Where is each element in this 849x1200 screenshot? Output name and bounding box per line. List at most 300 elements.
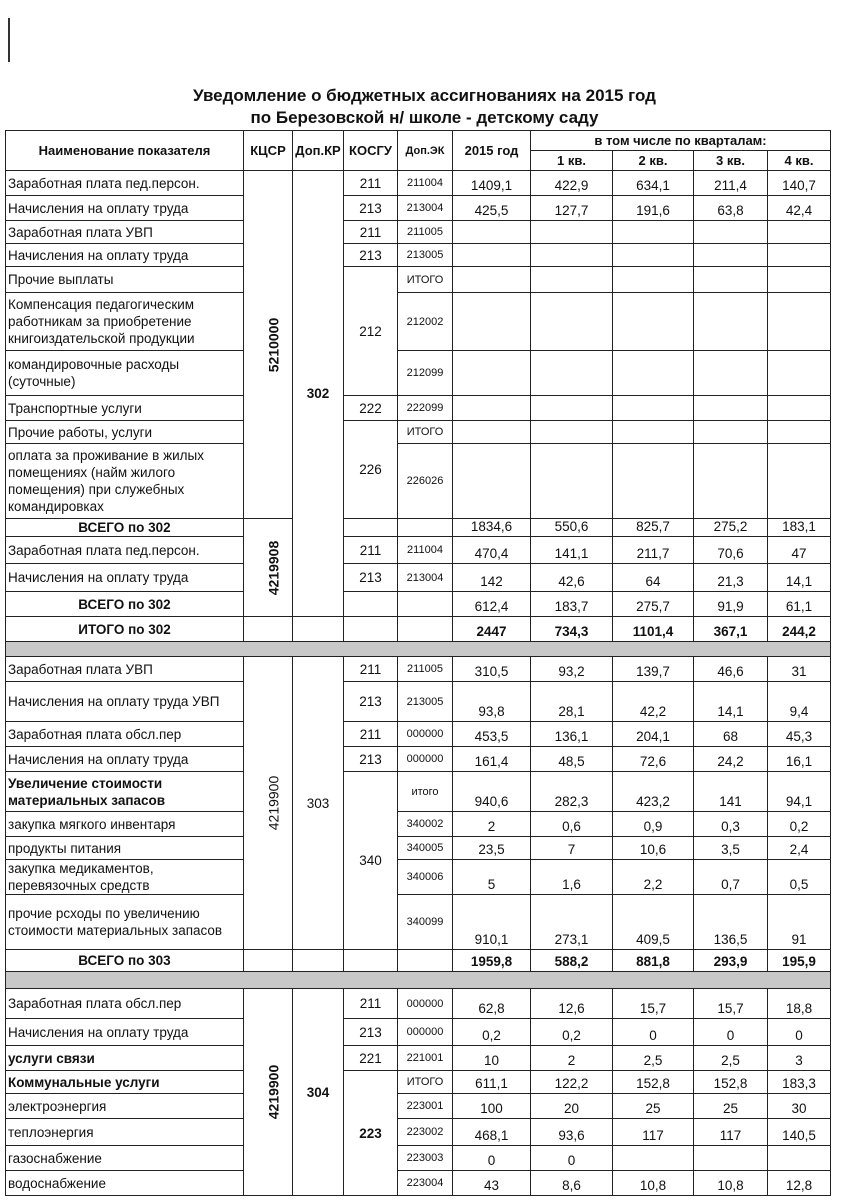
value-q3: 275,2 (694, 519, 768, 537)
table-row (6, 351, 831, 396)
value-q2: 42,2 (613, 682, 694, 722)
indicator-name: прочие рсходы по увеличению стоимости материальных запасов (6, 895, 244, 950)
section-separator (6, 972, 831, 989)
value-q2: 204,1 (613, 722, 694, 747)
value-q2 (613, 421, 694, 444)
separator-band (6, 642, 831, 657)
table-row (6, 564, 831, 592)
indicator-name: Начисления на оплату труда (6, 1019, 244, 1046)
value-year (453, 244, 531, 267)
value-q4: 244,2 (768, 617, 831, 642)
dopek-code: итого (398, 772, 453, 812)
dopek-code: ИТОГО (398, 267, 453, 293)
value-q3: 136,5 (694, 895, 768, 950)
value-year (453, 351, 531, 396)
value-year: 0 (453, 1146, 531, 1171)
table-row (6, 1094, 831, 1119)
value-q1: 0,6 (531, 812, 613, 837)
kosgu-code: 211 (344, 537, 398, 564)
value-q2: 25 (613, 1094, 694, 1119)
value-q1: 550,6 (531, 519, 613, 537)
table-row (6, 444, 831, 519)
value-year: 468,1 (453, 1119, 531, 1146)
header-dopkr: Доп.КР (293, 131, 344, 171)
value-q4 (768, 267, 831, 293)
indicator-name: Прочие выплаты (6, 267, 244, 293)
value-q3 (694, 244, 768, 267)
value-year: 910,1 (453, 895, 531, 950)
value-q3: 367,1 (694, 617, 768, 642)
dopek-code: 212002 (398, 293, 453, 351)
table-row (6, 989, 831, 1019)
value-q1: 7 (531, 837, 613, 860)
value-q4 (768, 444, 831, 519)
table-row (6, 772, 831, 812)
value-year (453, 267, 531, 293)
dopek-code: 226026 (398, 444, 453, 519)
table-row (6, 1171, 831, 1196)
dopek-code: 000000 (398, 1019, 453, 1046)
indicator-name: Заработная плата обсл.пер (6, 722, 244, 747)
indicator-name: ВСЕГО по 302 (6, 592, 244, 617)
kosgu-code: 213 (344, 682, 398, 722)
dopek-code (398, 617, 453, 642)
value-year: 62,8 (453, 989, 531, 1019)
value-q3 (694, 421, 768, 444)
value-q3: 2,5 (694, 1046, 768, 1071)
value-q2 (613, 293, 694, 351)
kosgu-code: 213 (344, 747, 398, 772)
section-separator (6, 642, 831, 657)
value-q4: 91 (768, 895, 831, 950)
kosgu-code: 213 (344, 196, 398, 221)
value-q4: 183,1 (768, 519, 831, 537)
table-row (6, 196, 831, 221)
kosgu-code: 213 (344, 1019, 398, 1046)
value-q1 (531, 444, 613, 519)
value-q1: 122,2 (531, 1071, 613, 1094)
dopek-code: 211005 (398, 221, 453, 244)
kcsr-code (244, 657, 293, 950)
value-q4: 12,8 (768, 1171, 831, 1196)
indicator-name: Заработная плата УВП (6, 657, 244, 682)
kosgu-code: 211 (344, 171, 398, 196)
value-q2: 2,5 (613, 1046, 694, 1071)
kcsr-code-text: 4219908 (265, 540, 282, 595)
kosgu-code: 226 (344, 421, 398, 519)
indicator-name: Начисления на оплату труда (6, 747, 244, 772)
indicator-name: Начисления на оплату труда УВП (6, 682, 244, 722)
total-row (6, 950, 831, 972)
dopek-code: 340099 (398, 895, 453, 950)
value-year: 470,4 (453, 537, 531, 564)
value-q2 (613, 221, 694, 244)
indicator-name: закупка мягкого инвентаря (6, 812, 244, 837)
value-q2: 139,7 (613, 657, 694, 682)
indicator-name: Транспортные услуги (6, 396, 244, 421)
header-kosgu: КОСГУ (344, 131, 398, 171)
value-q4: 0,5 (768, 860, 831, 895)
kosgu-code (344, 617, 398, 642)
indicator-name: командировочные расходы (суточные) (6, 351, 244, 396)
value-q3: 70,6 (694, 537, 768, 564)
value-year: 23,5 (453, 837, 531, 860)
value-q1: 12,6 (531, 989, 613, 1019)
value-year (453, 293, 531, 351)
value-year: 100 (453, 1094, 531, 1119)
dopek-code: 223002 (398, 1119, 453, 1146)
value-q1: 588,2 (531, 950, 613, 972)
indicator-name: Компенсация педагогическим работникам за приобретение книгоиздательской продукции (6, 293, 244, 351)
value-q3: 152,8 (694, 1071, 768, 1094)
value-q1 (531, 293, 613, 351)
value-q2: 0 (613, 1019, 694, 1046)
value-year: 93,8 (453, 682, 531, 722)
kosgu-code: 213 (344, 244, 398, 267)
value-year: 5 (453, 860, 531, 895)
value-year: 142 (453, 564, 531, 592)
value-q2: 191,6 (613, 196, 694, 221)
value-q1 (531, 244, 613, 267)
dopkr-code (293, 617, 344, 642)
kcsr-code (244, 989, 293, 1196)
table-row (6, 1046, 831, 1071)
value-q4 (768, 293, 831, 351)
value-q1: 2 (531, 1046, 613, 1071)
value-q1 (531, 351, 613, 396)
kosgu-code: 222 (344, 396, 398, 421)
kcsr-code-text: 4219900 (265, 775, 282, 831)
value-q4: 14,1 (768, 564, 831, 592)
kcsr-code (244, 950, 293, 972)
table-row (6, 293, 831, 351)
dopek-code: ИТОГО (398, 1071, 453, 1094)
value-q3: 14,1 (694, 682, 768, 722)
value-q4: 61,1 (768, 592, 831, 617)
kcsr-code-text: 5210000 (265, 317, 282, 372)
value-q2: 15,7 (613, 989, 694, 1019)
value-q4: 140,7 (768, 171, 831, 196)
table-row (6, 221, 831, 244)
value-q1: 93,6 (531, 1119, 613, 1146)
value-q1: 734,3 (531, 617, 613, 642)
value-q4 (768, 421, 831, 444)
table-row (6, 895, 831, 950)
value-year: 611,1 (453, 1071, 531, 1094)
value-q3: 10,8 (694, 1171, 768, 1196)
document-subtitle: по Березовской н/ школе - детскому саду (250, 108, 599, 127)
value-q2: 117 (613, 1119, 694, 1146)
indicator-name: ВСЕГО по 302 (6, 519, 244, 537)
indicator-name: теплоэнергия (6, 1119, 244, 1146)
header-year: 2015 год (453, 131, 531, 171)
value-q3 (694, 351, 768, 396)
value-q4 (768, 221, 831, 244)
indicator-name: газоснабжение (6, 1146, 244, 1171)
table-row (6, 657, 831, 682)
table-body (6, 171, 831, 1196)
value-q3: 0,3 (694, 812, 768, 837)
value-q2: 275,7 (613, 592, 694, 617)
kosgu-code: 211 (344, 989, 398, 1019)
value-q2: 1101,4 (613, 617, 694, 642)
total-row (6, 592, 831, 617)
value-year: 2447 (453, 617, 531, 642)
value-year: 43 (453, 1171, 531, 1196)
indicator-name: Увеличение стоимости материальных запасов (6, 772, 244, 812)
kosgu-code: 211 (344, 657, 398, 682)
indicator-name: Прочие работы, услуги (6, 421, 244, 444)
kosgu-code: 211 (344, 722, 398, 747)
value-q2: 72,6 (613, 747, 694, 772)
value-q4 (768, 396, 831, 421)
value-q1 (531, 267, 613, 293)
value-year: 1409,1 (453, 171, 531, 196)
value-q4: 0 (768, 1019, 831, 1046)
value-q3: 141 (694, 772, 768, 812)
value-q1: 282,3 (531, 772, 613, 812)
value-q1: 28,1 (531, 682, 613, 722)
dopek-code: 340006 (398, 860, 453, 895)
value-q1: 183,7 (531, 592, 613, 617)
kcsr-code (244, 519, 293, 617)
indicator-name: оплата за проживание в жилых помещениях (найм жилого помещения) при служебных командировках (6, 444, 244, 519)
value-q2 (613, 267, 694, 293)
dopek-code: 223003 (398, 1146, 453, 1171)
value-year (453, 421, 531, 444)
value-q4: 42,4 (768, 196, 831, 221)
value-q2: 10,8 (613, 1171, 694, 1196)
indicator-name: Заработная плата обсл.пер (6, 989, 244, 1019)
dopek-code: ИТОГО (398, 421, 453, 444)
value-q2 (613, 444, 694, 519)
value-q4: 18,8 (768, 989, 831, 1019)
value-q4: 183,3 (768, 1071, 831, 1094)
value-q2 (613, 1146, 694, 1171)
value-q4: 195,9 (768, 950, 831, 972)
value-q3: 0 (694, 1019, 768, 1046)
table-row (6, 812, 831, 837)
dopkr-code (293, 950, 344, 972)
table-row (6, 860, 831, 895)
value-q3: 25 (694, 1094, 768, 1119)
value-q3: 211,4 (694, 171, 768, 196)
kosgu-code: 212 (344, 267, 398, 396)
value-year (453, 444, 531, 519)
kosgu-code: 221 (344, 1046, 398, 1071)
table-row (6, 171, 831, 196)
header-q2: 2 кв. (613, 151, 694, 171)
indicator-name: закупка медикаментов, перевязочных средств (6, 860, 244, 895)
value-q3: 46,6 (694, 657, 768, 682)
value-q4: 47 (768, 537, 831, 564)
dopek-code: 211004 (398, 171, 453, 196)
value-year: 425,5 (453, 196, 531, 221)
kosgu-code: 213 (344, 564, 398, 592)
value-q1: 42,6 (531, 564, 613, 592)
total-row (6, 519, 831, 537)
table-row (6, 722, 831, 747)
value-year: 940,6 (453, 772, 531, 812)
value-q3 (694, 221, 768, 244)
value-q4: 16,1 (768, 747, 831, 772)
dopek-code: 000000 (398, 722, 453, 747)
header-name: Наименование показателя (6, 131, 244, 171)
kosgu-code (344, 592, 398, 617)
value-q1: 20 (531, 1094, 613, 1119)
value-year: 453,5 (453, 722, 531, 747)
value-q3: 293,9 (694, 950, 768, 972)
table-row (6, 837, 831, 860)
dopek-code (398, 592, 453, 617)
indicator-name: водоснабжение (6, 1171, 244, 1196)
value-q3: 63,8 (694, 196, 768, 221)
indicator-name: ВСЕГО по 303 (6, 950, 244, 972)
value-year: 310,5 (453, 657, 531, 682)
value-year (453, 396, 531, 421)
value-q4: 3 (768, 1046, 831, 1071)
scan-artifact-line (8, 18, 10, 62)
dopek-code: 223004 (398, 1171, 453, 1196)
value-q2 (613, 396, 694, 421)
value-q2: 409,5 (613, 895, 694, 950)
value-year (453, 221, 531, 244)
value-q2 (613, 351, 694, 396)
table-row (6, 267, 831, 293)
table-row (6, 421, 831, 444)
value-q3: 21,3 (694, 564, 768, 592)
value-q1: 273,1 (531, 895, 613, 950)
indicator-name: Коммунальные услуги (6, 1071, 244, 1094)
header-q1: 1 кв. (531, 151, 613, 171)
value-q4: 94,1 (768, 772, 831, 812)
dopek-code: 211004 (398, 537, 453, 564)
dopkr-code: 302 (293, 171, 344, 617)
value-q1: 1,6 (531, 860, 613, 895)
table-row (6, 244, 831, 267)
value-q4: 31 (768, 657, 831, 682)
kcsr-code-text: 4219900 (265, 1064, 282, 1120)
value-q3: 3,5 (694, 837, 768, 860)
value-q2: 10,6 (613, 837, 694, 860)
dopek-code: 213004 (398, 564, 453, 592)
header-dopek: Доп.ЭК (398, 131, 453, 171)
value-year: 0,2 (453, 1019, 531, 1046)
value-q3 (694, 267, 768, 293)
dopek-code: 000000 (398, 989, 453, 1019)
value-q4 (768, 1146, 831, 1171)
value-q3: 24,2 (694, 747, 768, 772)
total-row (6, 617, 831, 642)
value-q1 (531, 421, 613, 444)
indicator-name: электроэнергия (6, 1094, 244, 1119)
table-row (6, 747, 831, 772)
value-q1: 127,7 (531, 196, 613, 221)
kcsr-code (244, 617, 293, 642)
table-row (6, 1119, 831, 1146)
dopek-code: 000000 (398, 747, 453, 772)
value-q2: 64 (613, 564, 694, 592)
value-q4: 0,2 (768, 812, 831, 837)
value-q2: 881,8 (613, 950, 694, 972)
indicator-name: Начисления на оплату труда (6, 196, 244, 221)
value-q3 (694, 396, 768, 421)
value-q4: 2,4 (768, 837, 831, 860)
kosgu-code (344, 950, 398, 972)
indicator-name: Заработная плата УВП (6, 221, 244, 244)
dopek-code: 211005 (398, 657, 453, 682)
value-q3: 68 (694, 722, 768, 747)
indicator-name: Начисления на оплату труда (6, 244, 244, 267)
dopek-code: 222099 (398, 396, 453, 421)
kosgu-code: 223 (344, 1071, 398, 1196)
value-q2: 2,2 (613, 860, 694, 895)
value-q3 (694, 1146, 768, 1171)
kcsr-code (244, 171, 293, 519)
value-year: 1834,6 (453, 519, 531, 537)
value-q2: 152,8 (613, 1071, 694, 1094)
dopek-code: 213005 (398, 682, 453, 722)
value-q2: 0,9 (613, 812, 694, 837)
value-q4: 9,4 (768, 682, 831, 722)
kosgu-code: 340 (344, 772, 398, 950)
dopek-code: 340002 (398, 812, 453, 837)
value-q1: 48,5 (531, 747, 613, 772)
table-row (6, 1019, 831, 1046)
kosgu-code: 211 (344, 221, 398, 244)
separator-band (6, 972, 831, 989)
value-q1 (531, 221, 613, 244)
dopek-code: 213005 (398, 244, 453, 267)
dopkr-code: 303 (293, 657, 344, 950)
value-q2: 634,1 (613, 171, 694, 196)
value-q4 (768, 244, 831, 267)
value-q2: 825,7 (613, 519, 694, 537)
value-year: 612,4 (453, 592, 531, 617)
dopkr-code: 304 (293, 989, 344, 1196)
dopek-code (398, 950, 453, 972)
table-row (6, 1146, 831, 1171)
value-q3: 117 (694, 1119, 768, 1146)
value-q2: 423,2 (613, 772, 694, 812)
value-q1 (531, 396, 613, 421)
value-q2 (613, 244, 694, 267)
value-q1: 93,2 (531, 657, 613, 682)
value-q3: 0,7 (694, 860, 768, 895)
indicator-name: Заработная плата пед.персон. (6, 537, 244, 564)
dopek-code: 221001 (398, 1046, 453, 1071)
indicator-name: продукты питания (6, 837, 244, 860)
value-q2: 211,7 (613, 537, 694, 564)
value-q1: 8,6 (531, 1171, 613, 1196)
value-q3 (694, 444, 768, 519)
value-year: 161,4 (453, 747, 531, 772)
value-q4 (768, 351, 831, 396)
value-q4: 140,5 (768, 1119, 831, 1146)
value-q1: 136,1 (531, 722, 613, 747)
table-row (6, 537, 831, 564)
table-row (6, 682, 831, 722)
dopek-code: 213004 (398, 196, 453, 221)
value-q1: 0 (531, 1146, 613, 1171)
table-row (6, 1071, 831, 1094)
value-q4: 30 (768, 1094, 831, 1119)
value-year: 2 (453, 812, 531, 837)
header-quarters-group: в том числе по кварталам: (531, 131, 831, 151)
header-q4: 4 кв. (768, 151, 831, 171)
value-q3: 91,9 (694, 592, 768, 617)
value-q3 (694, 293, 768, 351)
